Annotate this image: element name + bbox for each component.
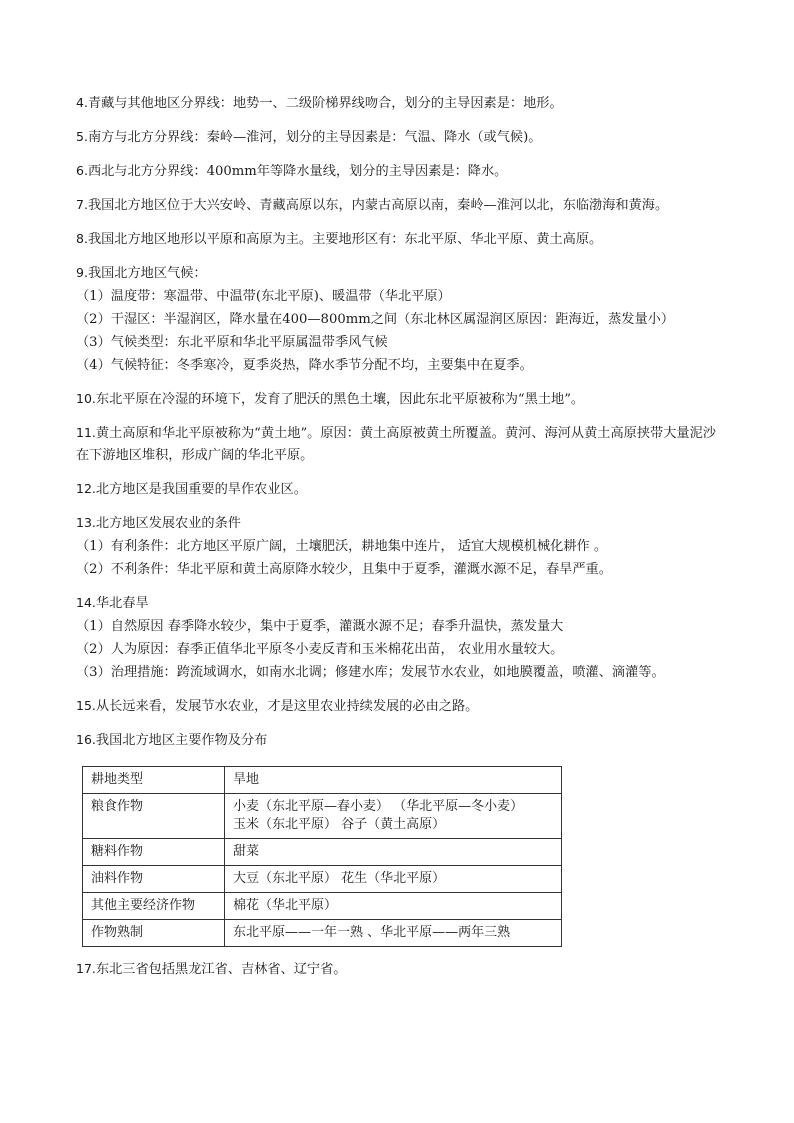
item-heading [76, 262, 726, 285]
item-8 [76, 228, 726, 251]
item-9 [76, 262, 726, 377]
item-12 [76, 478, 726, 501]
item-number: 13. [76, 515, 96, 530]
sub-line: （3）治理措施：跨流域调水，如南水北调；修建水库；发展节水农业，如地膜覆盖，喷灌、滴灌等。 [76, 665, 665, 680]
sub-line: （1）有利条件：北方地区平原广阔，土壤肥沃，耕地集中连片， 适宜大规模机械化耕作 。 [76, 539, 608, 554]
item-number: 8. [76, 231, 88, 246]
item-17 [76, 958, 726, 981]
item-14 [76, 592, 726, 684]
sub-line: （2）人为原因：春季正值华北平原冬小麦反青和玉米棉花出苗， 农业用水量较大。 [76, 642, 564, 657]
table-row [83, 920, 562, 947]
cell-text: 东北平原——一年一熟 、华北平原——两年三熟 [233, 925, 511, 940]
sub-line: （2）不利条件：华北平原和黄土高原降水较少，且集中于夏季，灌溉水源不足，春旱严重。 [76, 562, 612, 577]
table-label-cell: 耕地类型 [83, 767, 225, 794]
item-number: 7. [76, 197, 88, 212]
table-label-cell: 其他主要经济作物 [83, 893, 225, 920]
item-6 [76, 160, 726, 183]
item-number: 16. [76, 732, 96, 747]
item-number: 15. [76, 698, 96, 713]
table-label-cell: 油料作物 [83, 866, 225, 893]
sub-line: （2）干湿区：半湿润区，降水量在400—800mm之间（东北林区属湿润区原因：距海近，蒸发量小） [76, 312, 675, 327]
item-number: 14. [76, 595, 96, 610]
item-title: 北方地区发展农业的条件 [95, 516, 241, 531]
item-4 [76, 92, 726, 115]
item-13 [76, 512, 726, 581]
table-label-cell: 作物熟制 [83, 920, 225, 947]
item-number: 9. [76, 265, 88, 280]
sub-line: （3）气候类型：东北平原和华北平原属温带季风气候 [76, 335, 388, 350]
table-label-cell: 粮食作物 [83, 794, 225, 839]
crops-table [82, 766, 562, 947]
table-value-cell [225, 866, 562, 893]
cell-text: 大豆（东北平原） 花生（华北平原） [233, 871, 446, 886]
item-number: 17. [76, 961, 96, 976]
table-row [83, 794, 562, 839]
cell-text: 小麦（东北平原—春小麦） （华北平原—冬小麦） [233, 799, 524, 814]
item-text: 从长远来看，发展节水农业，才是这里农业持续发展的必由之路。 [95, 699, 479, 714]
table-value-cell [225, 794, 562, 839]
item-heading [76, 592, 726, 615]
item-number: 5. [76, 129, 88, 144]
table-row [83, 866, 562, 893]
table-value-cell [225, 893, 562, 920]
item-text: 青藏与其他地区分界线：地势一、二级阶梯界线吻合，划分的主导因素是：地形。 [87, 96, 563, 111]
item-text: 黄土高原和华北平原被称为“黄土地”。原因：黄土高原被黄土所覆盖。黄河、海河从黄土高原挟带大量泥沙在下游地区堆积，形成广阔的华北平原。 [76, 426, 716, 463]
table-value-cell [225, 839, 562, 866]
item-text: 我国北方地区位于大兴安岭、青藏高原以东，内蒙古高原以南，秦岭—淮河以北，东临渤海和黄海。 [87, 198, 669, 213]
cell-text: 甜菜 [233, 844, 260, 859]
item-title: 我国北方地区气候： [87, 266, 207, 281]
item-heading [76, 729, 726, 752]
cell-text: 玉米（东北平原） 谷子（黄土高原） [233, 817, 446, 832]
table-value-cell [225, 767, 562, 794]
item-number: 10. [76, 391, 96, 406]
item-10 [76, 388, 726, 411]
item-number: 12. [76, 481, 96, 496]
item-number: 4. [76, 95, 88, 110]
sub-line: （1）温度带：寒温带、中温带(东北平原)、暖温带（华北平原） [76, 289, 451, 304]
item-title: 我国北方地区主要作物及分布 [95, 733, 268, 748]
item-title: 华北春旱 [95, 596, 149, 611]
document-page [76, 92, 726, 992]
item-text: 西北与北方分界线：400mm年等降水量线，划分的主导因素是：降水。 [87, 164, 508, 179]
item-5 [76, 126, 726, 149]
item-text: 东北三省包括黑龙江省、吉林省、辽宁省。 [95, 962, 347, 977]
item-number: 6. [76, 163, 88, 178]
sub-line: （4）气候特征：冬季寒冷，夏季炎热，降水季节分配不均，主要集中在夏季。 [76, 358, 533, 373]
item-number: 11. [76, 425, 96, 440]
table-row [83, 893, 562, 920]
table-value-cell [225, 920, 562, 947]
item-16 [76, 729, 726, 947]
item-15 [76, 695, 726, 718]
item-text: 我国北方地区地形以平原和高原为主。主要地形区有：东北平原、华北平原、黄土高原。 [87, 232, 603, 247]
cell-text: 棉花（华北平原） [233, 898, 338, 913]
item-11 [76, 422, 726, 467]
table-row [83, 767, 562, 794]
item-7 [76, 194, 726, 217]
item-text: 南方与北方分界线：秦岭—淮河，划分的主导因素是：气温、降水（或气候)。 [87, 130, 542, 145]
sub-line: （1）自然原因 春季降水较少，集中于夏季，灌溉水源不足；春季升温快，蒸发量大 [76, 619, 564, 634]
item-heading [76, 512, 726, 535]
item-text: 东北平原在冷湿的环境下，发育了肥沃的黑色土壤，因此东北平原被称为“黑土地”。 [95, 392, 585, 407]
item-text: 北方地区是我国重要的旱作农业区。 [95, 482, 307, 497]
table-label-cell: 糖料作物 [83, 839, 225, 866]
cell-text: 旱地 [233, 772, 260, 787]
table-row [83, 839, 562, 866]
